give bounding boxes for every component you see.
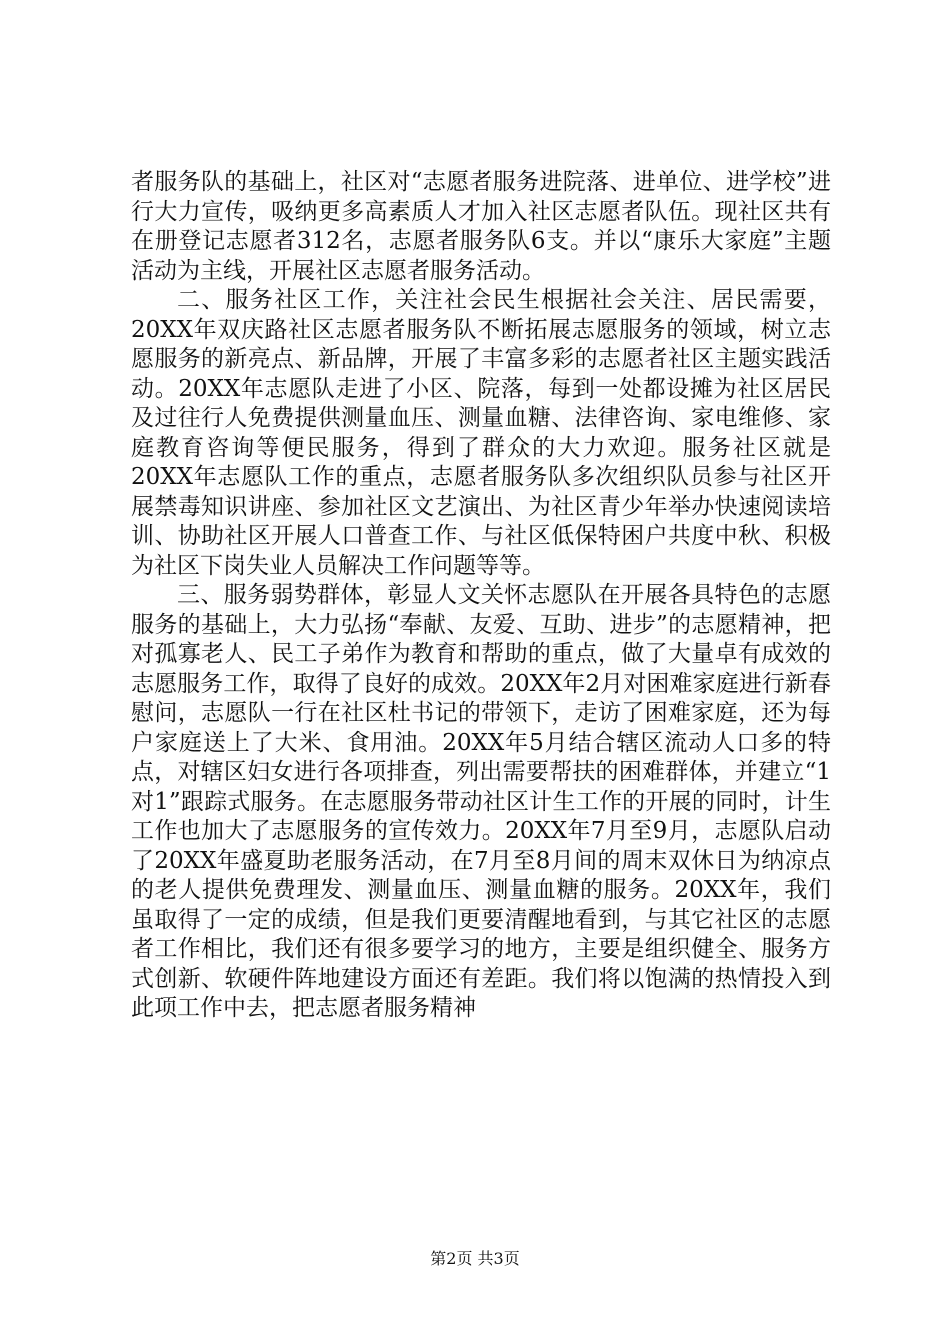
document-body	[131, 168, 831, 1024]
paragraph-vulnerable-groups: 三、服务弱势群体，彰显人文关怀志愿队在开展各具特色的志愿服务的基础上，大力弘扬“奉献、友爱、互助、进步”的志愿精神，把对孤寡老人、民工子弟作为教育和帮助的重点，做了大量卓有成效的志愿服务工作，取得了良好的成效。20XX年2月对困难家庭进行新春慰问，志愿队一行在社区杜书记的带领下，走访了困难家庭，还为每户家庭送上了大米、食用油。20XX年5月结合辖区流动人口多的特点，对辖区妇女进行各项排查，列出需要帮扶的困难群体，并建立“1对1”跟踪式服务。在志愿服务带动社区计生工作的开展的同时，计生工作也加大了志愿服务的宣传效力。20XX年7月至9月，志愿队启动了20XX年盛夏助老服务活动，在7月至8月间的周末双休日为纳凉点的老人提供免费理发、测量血压、测量血糖的服务。20XX年，我们虽取得了一定的成绩，但是我们更要清醒地看到，与其它社区的志愿者工作相比，我们还有很多要学习的地方，主要是组织健全、服务方式创新、软硬件阵地建设方面还有差距。我们将以饱满的热情投入到此项工作中去，把志愿者服务精神	[131, 582, 831, 1021]
page-footer: 第2页 共3页	[430, 1249, 520, 1268]
paragraph-community-service: 二、服务社区工作，关注社会民生根据社会关注、居民需要，20XX年双庆路社区志愿者服务队不断拓展志愿服务的领域，树立志愿服务的新亮点、新品牌，开展了丰富多彩的志愿者社区主题实践活动。20XX年志愿队走进了小区、院落，每到一处都设摊为社区居民及过往行人免费提供测量血压、测量血糖、法律咨询、家电维修、家庭教育咨询等便民服务，得到了群众的大力欢迎。服务社区就是20XX年志愿队工作的重点，志愿者服务队多次组织队员参与社区开展禁毒知识讲座、参加社区文艺演出、为社区青少年举办快速阅读培训、协助社区开展人口普查工作、与社区低保特困户共度中秋、积极为社区下岗失业人员解决工作问题等等。	[131, 287, 831, 579]
paragraph-volunteer-recruitment: 者服务队的基础上，社区对“志愿者服务进院落、进单位、进学校”进行大力宣传，吸纳更多高素质人才加入社区志愿者队伍。现社区共有在册登记志愿者312名，志愿者服务队6支。并以“康乐大家庭”主题活动为主线，开展社区志愿者服务活动。	[131, 169, 831, 284]
